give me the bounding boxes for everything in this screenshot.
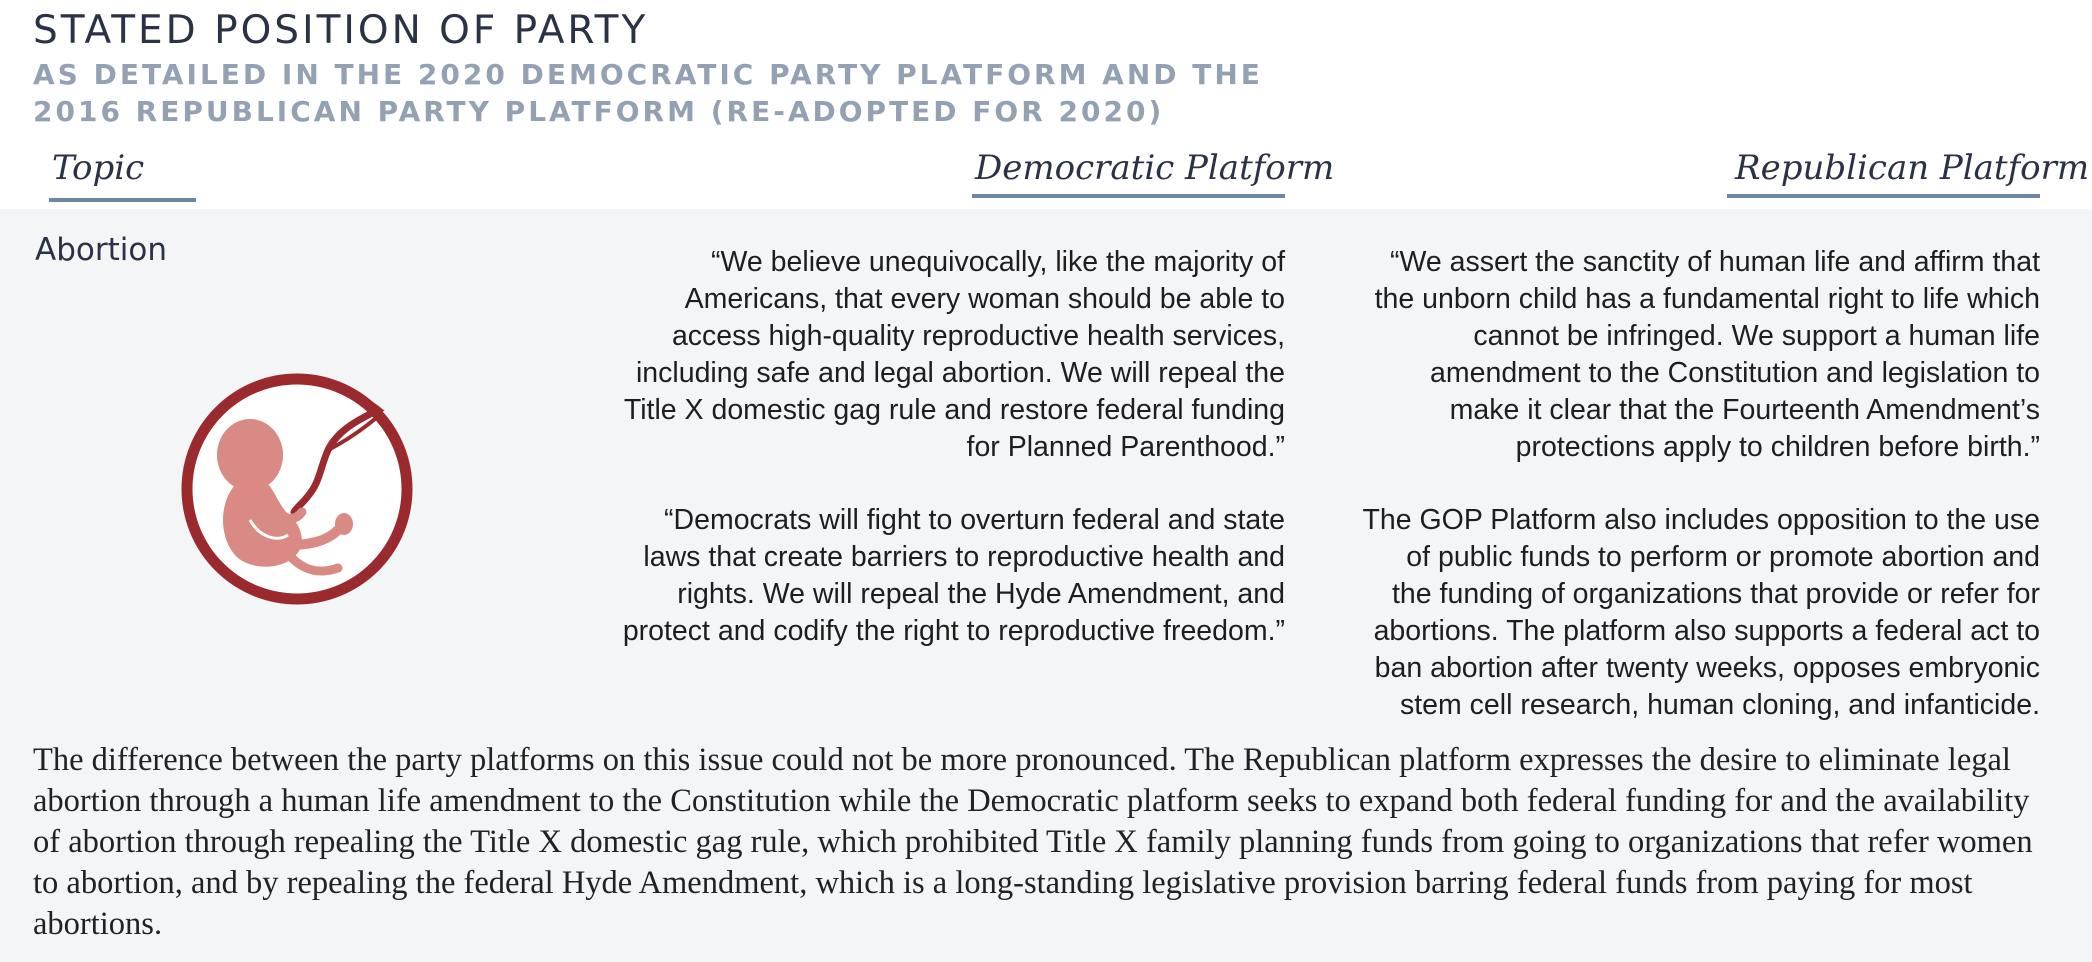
column-header-democratic: Democratic Platform [975,148,1335,188]
row-topic: Abortion [35,232,167,268]
democratic-quote-1: “We believe unequivocally, like the majority of Americans, that every woman should be able to access high-quality reproductive health services, including safe and legal abortion. We will repeal the Title X domestic gag rule and restore federal funding for Planned Parenthood.” [623,246,1285,463]
page-title: STATED POSITION OF PARTY [33,8,649,53]
fetus-icon [178,370,416,608]
republican-quote-1: “We assert the sanctity of human life and affirm that the unborn child has a fundamental right to life which cannot be infringed. We support a human life amendment to the Constitution and legislation to make it clear that the Fourteenth Amendment’s protections apply to children before birth.” [1374,246,2040,463]
column-header-republican: Republican Platform [1735,148,2090,188]
republican-underline [1727,194,2040,198]
republican-quote-2: The GOP Platform also includes opposition to the use of public funds to perform or promote abortion and the funding of organizations that provide or refer for abortions. The platform also supports a federal act to ban abortion after twenty weeks, opposes embryonic stem cell research, human cloning, and infanticide. [1362,504,2040,721]
analysis-paragraph: The difference between the party platforms on this issue could not be more pronounced. The Republican platform expresses the desire to eliminate legal abortion through a human life amendment to the Constitution while the Democratic platform seeks to expand both federal funding for and the availability of abortion through repealing the Title X domestic gag rule, which prohibited Title X family planning funds from going to organizations that refer women to abortion, and by repealing the federal Hyde Amendment, which is a long-standing legislative provision barring federal funds from paying for most abortions. [33,742,2033,942]
democratic-quote-2: “Democrats will fight to overturn federal and state laws that create barriers to reproductive health and rights. We will repeal the Hyde Amendment, and protect and codify the right to reproductive freedom.” [622,504,1285,647]
column-header-topic: Topic [52,148,145,188]
democratic-underline [972,194,1285,198]
topic-underline [49,198,196,202]
page-subtitle: AS DETAILED IN THE 2020 DEMOCRATIC PARTY PLATFORM AND THE 2016 REPUBLICAN PARTY PLATFORM (RE-ADOPTED FOR 2020) [33,58,1263,128]
